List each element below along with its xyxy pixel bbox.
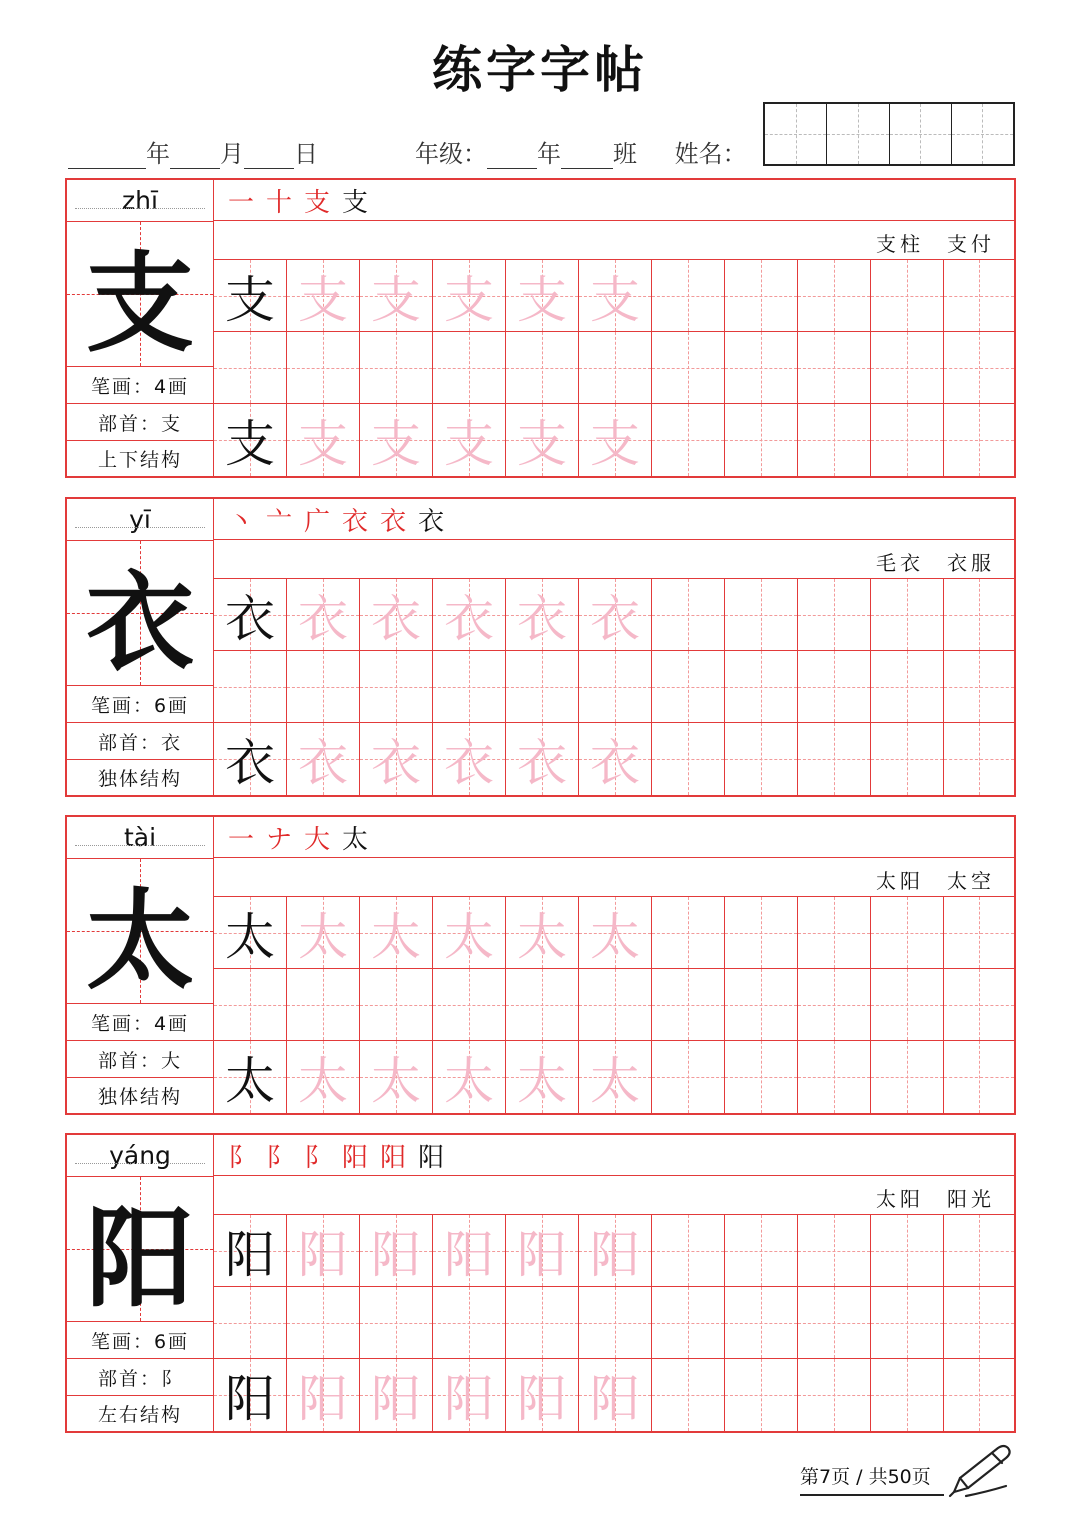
- practice-cell[interactable]: 太: [506, 1041, 579, 1113]
- practice-cell[interactable]: [725, 897, 798, 969]
- practice-cell[interactable]: 太: [287, 897, 360, 969]
- stroke-step: 一: [228, 187, 255, 218]
- page-label: 第7页 / 共50页: [800, 1466, 931, 1488]
- practice-cell[interactable]: [725, 332, 798, 404]
- stroke-step: 广: [304, 506, 331, 537]
- stroke-step: 支: [342, 187, 369, 218]
- practice-cell[interactable]: [433, 651, 506, 723]
- stroke-count: 笔画：6画: [67, 686, 213, 723]
- practice-cell[interactable]: [360, 651, 433, 723]
- practice-cell[interactable]: 太: [214, 897, 287, 969]
- model-character: 衣: [67, 541, 213, 686]
- practice-cell[interactable]: 支: [506, 260, 579, 332]
- practice-cell[interactable]: 支: [360, 404, 433, 476]
- grade-year-label: 年: [537, 140, 561, 168]
- practice-grid: [214, 1215, 1014, 1431]
- practice-cell[interactable]: 阳: [287, 1215, 360, 1287]
- practice-cell[interactable]: [798, 1041, 871, 1113]
- practice-cell[interactable]: [579, 651, 652, 723]
- day-input[interactable]: [244, 146, 294, 169]
- stroke-step: 衣: [342, 506, 369, 537]
- practice-cell[interactable]: [944, 897, 1014, 969]
- year-input[interactable]: [68, 146, 146, 169]
- page-indicator: [800, 1462, 931, 1489]
- stroke-count: 笔画：6画: [67, 1322, 213, 1359]
- radical: 部首：大: [67, 1041, 213, 1078]
- stroke-step: 大: [304, 824, 331, 855]
- stroke-step: 阳: [418, 1142, 445, 1173]
- practice-cell[interactable]: [214, 969, 287, 1041]
- practice-cell[interactable]: [725, 404, 798, 476]
- char-block-3: [65, 1133, 1016, 1433]
- practice-cell[interactable]: [652, 1215, 725, 1287]
- practice-cell[interactable]: [579, 1287, 652, 1359]
- practice-cell[interactable]: 太: [579, 897, 652, 969]
- practice-cell[interactable]: [506, 969, 579, 1041]
- example-words: [214, 859, 1014, 897]
- class-input[interactable]: [561, 146, 613, 169]
- practice-cell[interactable]: [652, 1041, 725, 1113]
- grade-label: 年级：: [415, 140, 487, 168]
- practice-cell[interactable]: [725, 260, 798, 332]
- practice-cell[interactable]: [433, 332, 506, 404]
- char-info-panel: [67, 817, 214, 1113]
- practice-cell[interactable]: [798, 1215, 871, 1287]
- stroke-order: [214, 1135, 1014, 1176]
- practice-cell[interactable]: [214, 332, 287, 404]
- practice-cell[interactable]: 支: [360, 260, 433, 332]
- practice-cell[interactable]: [214, 1287, 287, 1359]
- radical: 部首：阝: [67, 1359, 213, 1396]
- practice-grid: [214, 260, 1014, 476]
- practice-cell[interactable]: [652, 969, 725, 1041]
- practice-cell[interactable]: 阳: [214, 1359, 287, 1431]
- stroke-count: 笔画：4画: [67, 367, 213, 404]
- example-words: [214, 222, 1014, 260]
- practice-cell[interactable]: [871, 404, 944, 476]
- practice-cell[interactable]: [287, 332, 360, 404]
- practice-cell[interactable]: 太: [579, 1041, 652, 1113]
- practice-cell[interactable]: [798, 723, 871, 795]
- structure: 独体结构: [97, 1085, 182, 1108]
- practice-cell[interactable]: 支: [506, 404, 579, 476]
- pen-icon: [946, 1442, 1016, 1498]
- practice-cell[interactable]: [652, 723, 725, 795]
- pinyin: yī: [67, 499, 213, 541]
- practice-cell[interactable]: [725, 969, 798, 1041]
- example-word: 支付: [947, 232, 995, 256]
- practice-grid: [214, 579, 1014, 795]
- practice-cell[interactable]: 支: [287, 404, 360, 476]
- practice-cell[interactable]: [798, 651, 871, 723]
- example-word: 衣服: [947, 551, 995, 575]
- practice-cell[interactable]: 衣: [360, 723, 433, 795]
- stroke-step: 十: [266, 187, 293, 218]
- practice-cell[interactable]: [725, 723, 798, 795]
- practice-cell[interactable]: [287, 651, 360, 723]
- practice-cell[interactable]: [725, 579, 798, 651]
- practice-cell[interactable]: [214, 651, 287, 723]
- practice-cell[interactable]: [652, 579, 725, 651]
- practice-cell[interactable]: 太: [433, 897, 506, 969]
- name-label: 姓名：: [674, 140, 747, 168]
- stroke-order: [214, 499, 1014, 540]
- practice-cell[interactable]: [871, 1215, 944, 1287]
- practice-cell[interactable]: [944, 1287, 1014, 1359]
- stroke-step: 支: [304, 187, 331, 218]
- practice-cell[interactable]: [652, 651, 725, 723]
- practice-cell[interactable]: [652, 1287, 725, 1359]
- practice-cell[interactable]: 衣: [506, 723, 579, 795]
- structure: 上下结构: [97, 448, 182, 471]
- example-word: 太阳: [876, 869, 924, 893]
- practice-cell[interactable]: 支: [287, 260, 360, 332]
- practice-cell[interactable]: [871, 332, 944, 404]
- stroke-order: [214, 180, 1014, 221]
- practice-cell[interactable]: [725, 651, 798, 723]
- pinyin: zhī: [67, 180, 213, 222]
- practice-cell[interactable]: 衣: [433, 723, 506, 795]
- structure: 独体结构: [97, 767, 182, 790]
- stroke-step: 阝: [304, 1142, 331, 1173]
- stroke-step: 阳: [380, 1142, 407, 1173]
- practice-cell[interactable]: [287, 969, 360, 1041]
- practice-cell[interactable]: [652, 897, 725, 969]
- example-word: 太阳: [876, 1187, 924, 1211]
- practice-cell[interactable]: [652, 332, 725, 404]
- practice-cell[interactable]: 支: [214, 260, 287, 332]
- practice-cell[interactable]: 衣: [214, 579, 287, 651]
- practice-grid: [214, 897, 1014, 1113]
- practice-cell[interactable]: [579, 969, 652, 1041]
- practice-cell[interactable]: [871, 1359, 944, 1431]
- char-block-2: [65, 815, 1016, 1115]
- practice-cell[interactable]: [725, 1215, 798, 1287]
- stroke-step: 阝: [228, 1142, 255, 1173]
- practice-cell[interactable]: [360, 1287, 433, 1359]
- practice-cell[interactable]: [433, 1287, 506, 1359]
- example-word: 支柱: [876, 232, 924, 256]
- practice-cell[interactable]: 衣: [579, 579, 652, 651]
- practice-cell[interactable]: [798, 260, 871, 332]
- practice-cell[interactable]: [725, 1359, 798, 1431]
- practice-cell[interactable]: [506, 1287, 579, 1359]
- char-block-0: [65, 178, 1016, 478]
- practice-cell[interactable]: [433, 969, 506, 1041]
- model-character: 阳: [67, 1177, 213, 1322]
- day-label: 日: [294, 140, 318, 168]
- stroke-step: ナ: [266, 824, 293, 855]
- practice-cell[interactable]: [725, 1287, 798, 1359]
- practice-cell[interactable]: [506, 651, 579, 723]
- practice-cell[interactable]: [798, 897, 871, 969]
- name-boxes[interactable]: [763, 102, 1015, 166]
- practice-cell[interactable]: [652, 1359, 725, 1431]
- practice-cell[interactable]: [798, 969, 871, 1041]
- practice-cell[interactable]: 衣: [214, 723, 287, 795]
- char-info-panel: [67, 1135, 214, 1431]
- stroke-step: 衣: [418, 506, 445, 537]
- structure: 左右结构: [97, 1403, 182, 1426]
- practice-cell[interactable]: 衣: [287, 723, 360, 795]
- stroke-step: 太: [342, 824, 369, 855]
- practice-cell[interactable]: 太: [360, 897, 433, 969]
- practice-cell[interactable]: [798, 579, 871, 651]
- practice-cell[interactable]: [944, 1215, 1014, 1287]
- practice-cell[interactable]: [360, 332, 433, 404]
- model-character: 支: [67, 222, 213, 367]
- practice-cell[interactable]: 衣: [360, 579, 433, 651]
- practice-cell[interactable]: [360, 969, 433, 1041]
- practice-cell[interactable]: 太: [360, 1041, 433, 1113]
- grade-input[interactable]: [487, 146, 537, 169]
- practice-cell[interactable]: 阳: [433, 1359, 506, 1431]
- char-block-1: [65, 497, 1016, 797]
- practice-cell[interactable]: [652, 260, 725, 332]
- practice-cell[interactable]: [944, 404, 1014, 476]
- practice-cell[interactable]: [944, 1041, 1014, 1113]
- practice-cell[interactable]: [944, 579, 1014, 651]
- practice-cell[interactable]: 阳: [287, 1359, 360, 1431]
- page-title: 练字字帖: [432, 41, 648, 99]
- practice-cell[interactable]: [798, 1287, 871, 1359]
- practice-cell[interactable]: 阳: [360, 1215, 433, 1287]
- practice-cell[interactable]: 阳: [506, 1359, 579, 1431]
- year-label: 年: [146, 140, 170, 168]
- practice-cell[interactable]: [871, 1287, 944, 1359]
- practice-cell[interactable]: 太: [214, 1041, 287, 1113]
- practice-cell[interactable]: 阳: [433, 1215, 506, 1287]
- example-word: 太空: [947, 869, 995, 893]
- example-words: [214, 1177, 1014, 1215]
- practice-cell[interactable]: [944, 1359, 1014, 1431]
- practice-cell[interactable]: [944, 723, 1014, 795]
- stroke-step: 阳: [342, 1142, 369, 1173]
- example-word: 阳光: [947, 1187, 995, 1211]
- practice-cell[interactable]: 阳: [579, 1359, 652, 1431]
- model-character: 太: [67, 859, 213, 1004]
- pinyin: yáng: [67, 1135, 213, 1177]
- char-info-panel: [67, 499, 214, 795]
- practice-cell[interactable]: 支: [433, 404, 506, 476]
- radical: 部首：支: [67, 404, 213, 441]
- practice-cell[interactable]: 阳: [579, 1215, 652, 1287]
- month-input[interactable]: [170, 146, 220, 169]
- stroke-step: 一: [228, 824, 255, 855]
- class-label: 班: [613, 140, 637, 168]
- stroke-step: 亠: [266, 506, 293, 537]
- practice-cell[interactable]: [725, 1041, 798, 1113]
- stroke-step: 衣: [380, 506, 407, 537]
- practice-cell[interactable]: [579, 332, 652, 404]
- practice-cell[interactable]: [871, 651, 944, 723]
- stroke-step: 阝: [266, 1142, 293, 1173]
- practice-cell[interactable]: 阳: [506, 1215, 579, 1287]
- practice-cell[interactable]: [287, 1287, 360, 1359]
- practice-cell[interactable]: 衣: [579, 723, 652, 795]
- practice-cell[interactable]: [798, 332, 871, 404]
- practice-cell[interactable]: 太: [433, 1041, 506, 1113]
- stroke-step: 丶: [228, 506, 255, 537]
- practice-cell[interactable]: [871, 969, 944, 1041]
- practice-cell[interactable]: [871, 1041, 944, 1113]
- char-info-panel: [67, 180, 214, 476]
- practice-cell[interactable]: [871, 723, 944, 795]
- practice-cell[interactable]: 衣: [506, 579, 579, 651]
- pinyin: tài: [67, 817, 213, 859]
- practice-cell[interactable]: [506, 332, 579, 404]
- practice-cell[interactable]: [798, 404, 871, 476]
- practice-cell[interactable]: 太: [287, 1041, 360, 1113]
- practice-cell[interactable]: 衣: [287, 579, 360, 651]
- practice-cell[interactable]: [944, 969, 1014, 1041]
- practice-cell[interactable]: [798, 1359, 871, 1431]
- practice-cell[interactable]: [871, 579, 944, 651]
- practice-cell[interactable]: [652, 404, 725, 476]
- example-words: [214, 541, 1014, 579]
- practice-cell[interactable]: 支: [214, 404, 287, 476]
- practice-cell[interactable]: 阳: [214, 1215, 287, 1287]
- practice-cell[interactable]: 衣: [433, 579, 506, 651]
- example-word: 毛衣: [876, 551, 924, 575]
- radical: 部首：衣: [67, 723, 213, 760]
- class-row: [415, 134, 747, 169]
- practice-cell[interactable]: [944, 332, 1014, 404]
- practice-cell[interactable]: [871, 260, 944, 332]
- stroke-count: 笔画：4画: [67, 1004, 213, 1041]
- practice-cell[interactable]: 太: [506, 897, 579, 969]
- practice-cell[interactable]: 支: [433, 260, 506, 332]
- practice-cell[interactable]: [871, 897, 944, 969]
- practice-cell[interactable]: 支: [579, 260, 652, 332]
- practice-cell[interactable]: [944, 651, 1014, 723]
- month-label: 月: [220, 140, 244, 168]
- practice-cell[interactable]: 支: [579, 404, 652, 476]
- date-row: [68, 134, 318, 169]
- practice-cell[interactable]: 阳: [360, 1359, 433, 1431]
- practice-cell[interactable]: [944, 260, 1014, 332]
- stroke-order: [214, 817, 1014, 858]
